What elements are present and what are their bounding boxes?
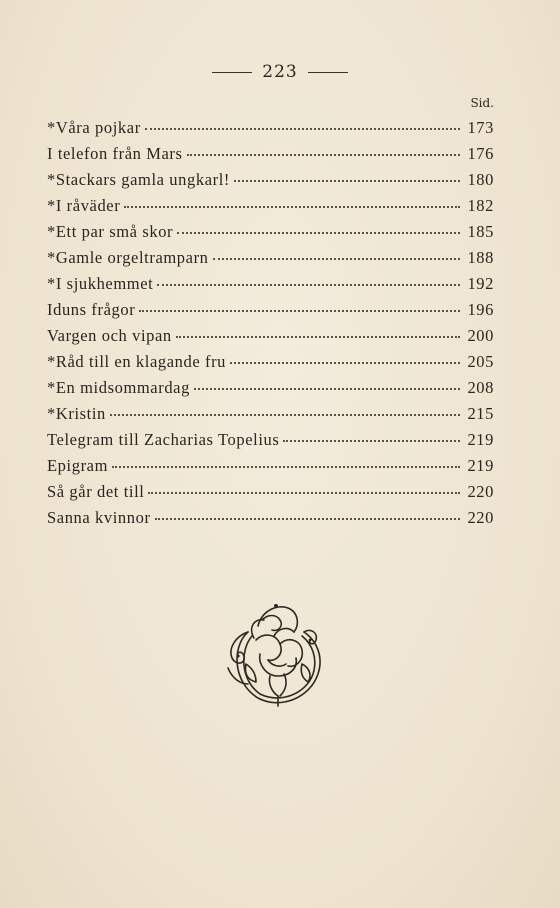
header-rule-left xyxy=(212,72,252,73)
toc-entry-title: *Våra pojkar xyxy=(47,118,141,137)
dot-leader xyxy=(139,309,460,312)
dot-leader xyxy=(230,361,460,364)
toc-entry-page: 208 xyxy=(467,378,494,397)
dot-leader xyxy=(110,413,460,416)
toc-entry-page: 188 xyxy=(467,248,494,267)
toc-entry xyxy=(47,352,494,378)
toc-entry-page: 219 xyxy=(467,430,494,449)
toc-entry-page: 192 xyxy=(467,274,494,293)
toc-entry-title: *Ett par små skor xyxy=(47,222,174,241)
toc-entry-title: I telefon från Mars xyxy=(47,144,183,163)
dot-leader xyxy=(148,491,460,494)
dot-leader xyxy=(155,517,460,520)
dot-leader xyxy=(176,335,460,338)
toc-entry-title: *I råväder xyxy=(47,196,121,215)
toc-entry xyxy=(47,508,494,534)
dot-leader xyxy=(187,153,460,156)
toc-entry-page: 185 xyxy=(467,222,494,241)
toc-entry-title: Epigram xyxy=(47,456,109,475)
toc-entry xyxy=(47,300,494,326)
toc-entry xyxy=(47,404,494,430)
toc-entry-title: *Råd till en klagande fru xyxy=(47,352,227,371)
toc-entry-title: *En midsommardag xyxy=(47,378,190,397)
page-header xyxy=(0,62,560,82)
toc-entry-page: 200 xyxy=(467,326,494,345)
toc-entry-page: 180 xyxy=(467,170,494,189)
toc-entry-title: Så går det till xyxy=(47,482,145,501)
dot-leader xyxy=(145,127,460,130)
toc-entry-page: 220 xyxy=(467,508,494,527)
table-of-contents xyxy=(47,118,494,534)
dot-leader xyxy=(283,439,460,442)
toc-entry xyxy=(47,482,494,508)
rose-vignette-icon xyxy=(218,598,324,710)
dot-leader xyxy=(157,283,460,286)
toc-entry-title: *Stackars gamla ungkarl! xyxy=(47,170,231,189)
page-number: 223 xyxy=(262,62,298,82)
toc-entry xyxy=(47,274,494,300)
toc-entry-title: *I sjukhemmet xyxy=(47,274,154,293)
toc-entry-title: Sanna kvinnor xyxy=(47,508,151,527)
toc-entry xyxy=(47,196,494,222)
toc-entry-page: 173 xyxy=(467,118,494,137)
toc-entry-title: Telegram till Zacharias Topelius xyxy=(47,430,280,449)
toc-entry xyxy=(47,248,494,274)
toc-entry-title: *Kristin xyxy=(47,404,106,423)
toc-entry xyxy=(47,118,494,144)
page-column-label: Sid. xyxy=(470,96,494,110)
toc-entry xyxy=(47,170,494,196)
toc-entry-page: 205 xyxy=(467,352,494,371)
toc-entry-title: Vargen och vipan xyxy=(47,326,172,345)
dot-leader xyxy=(194,387,460,390)
toc-entry xyxy=(47,378,494,404)
dot-leader xyxy=(112,465,460,468)
toc-entry xyxy=(47,144,494,170)
toc-entry xyxy=(47,456,494,482)
toc-entry-title: *Gamle orgeltramparn xyxy=(47,248,209,267)
dot-leader xyxy=(234,179,460,182)
toc-entry-page: 219 xyxy=(467,456,494,475)
header-rule-right xyxy=(308,72,348,73)
toc-entry-page: 176 xyxy=(467,144,494,163)
toc-entry xyxy=(47,430,494,456)
toc-entry xyxy=(47,222,494,248)
toc-entry-page: 215 xyxy=(467,404,494,423)
toc-entry-page: 196 xyxy=(467,300,494,319)
toc-entry-title: Iduns frågor xyxy=(47,300,136,319)
dot-leader xyxy=(124,205,460,208)
toc-entry-page: 182 xyxy=(467,196,494,215)
dot-leader xyxy=(177,231,460,234)
toc-entry xyxy=(47,326,494,352)
dot-leader xyxy=(213,257,460,260)
toc-entry-page: 220 xyxy=(467,482,494,501)
